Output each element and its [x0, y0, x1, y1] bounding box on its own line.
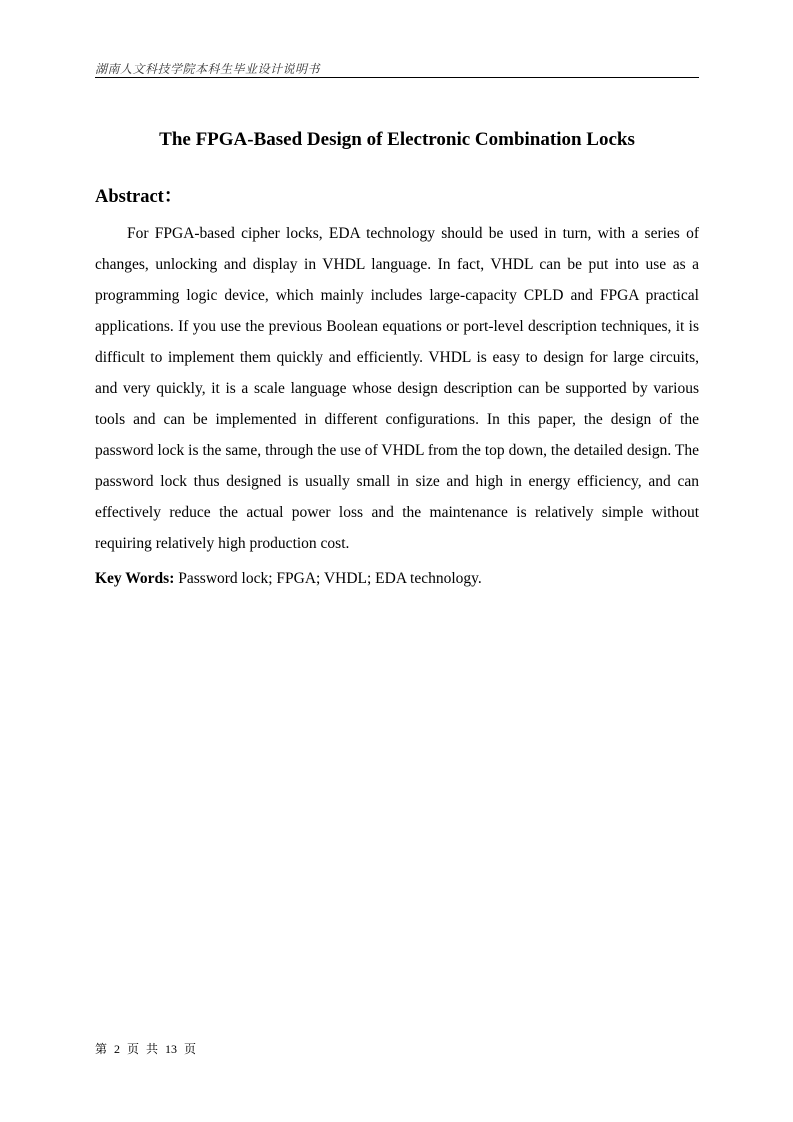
keywords-label: Key Words: [95, 570, 175, 587]
abstract-heading: Abstract： [95, 187, 183, 207]
header-text: 湖南人文科技学院本科生毕业设计说明书 [95, 62, 321, 76]
page-number-footer: 第 2 页 共 13 页 [95, 1042, 197, 1056]
keywords-value: Password lock; FPGA; VHDL; EDA technology. [174, 570, 482, 587]
abstract-paragraph: For FPGA-based cipher locks, EDA technology should be used in turn, with a series of changes, unlocking and display in VHDL language. In fact, VHDL can be put into use as a programming logic device, which mainly includes large-capacity CPLD and FPGA practical applications. If you use the previous Boolean equations or port-level description techniques, it is difficult to implement them quickly and efficiently. VHDL is easy to design for large circuits, and very quickly, it is a scale language whose design description can be supported by various tools and can be implemented in different configurations. In this paper, the design of the password lock is the same, through the use of VHDL from the top down, the detailed design. The password lock thus designed is usually small in size and high in energy efficiency, and can effectively reduce the actual power loss and the maintenance is relatively simple without requiring relatively high production cost. [95, 225, 699, 552]
page-header [95, 58, 699, 78]
abstract-body [95, 218, 699, 559]
document-title: The FPGA-Based Design of Electronic Combination Locks [159, 129, 635, 150]
keywords-line [95, 567, 699, 591]
